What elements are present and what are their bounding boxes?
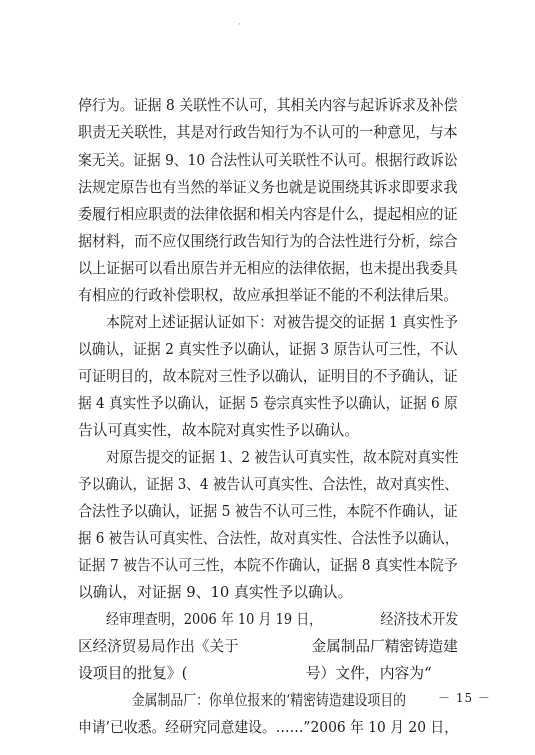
text-line: 据材料，而不应仅围绕行政告知行为的合法性进行分析，综合 (78, 233, 458, 250)
text-line: 有相应的行政补偿职权，故应承担举证不能的不利法律后果。 (78, 287, 458, 304)
text-line: 合法性予以确认，证据 5 被告不认可三性，本院不作确认，证 (78, 503, 458, 520)
top-mark: · (238, 20, 241, 30)
text-line: 以确认，对证据 9、10 真实性予以确认。 (78, 584, 353, 601)
text-line: 证据 7 被告不认可三性，本院不作确认，证据 8 真实性本院予 (78, 557, 458, 574)
text-line: 申请’已收悉。经研究同意建设。……”2006 年 10 月 20 日， (78, 719, 459, 736)
text-line: 案无关。证据 9、10 合法性认可关联性不认可。根据行政诉讼 (78, 152, 458, 169)
text-line: 据 4 真实性予以确认，证据 5 卷宗真实性予以确认，证据 6 原 (78, 395, 458, 412)
text-line: 对原告提交的证据 1、2 被告认可真实性，故本院对真实性 (106, 449, 459, 466)
text-line: 区经济贸易局作出《关于 金属制品厂精密铸造建 (78, 638, 458, 655)
text-line: 停行为。证据 8 关联性不认可，其相关内容与起诉诉求及补偿 (78, 97, 458, 114)
text-line: 经审理查明，2006 年 10 月 19 日， 经济技术开发 (106, 611, 459, 628)
text-line: 据 6 被告认可真实性、合法性，故对真实性、合法性予以确认， (78, 530, 459, 547)
text-line: 设项目的批复》( 号）文件，内容为“ (78, 665, 432, 682)
text-line: 以上证据可以看出原告并无相应的法律依据，也未提出我委具 (78, 260, 458, 277)
text-line: 法规定原告也有当然的举证义务也就是说围绕其诉求即要求我 (78, 179, 458, 196)
page-number: － 15 － (438, 691, 491, 705)
text-line: 可证明目的，故本院对三性予以确认，证明目的不予确认，证 (78, 368, 458, 385)
text-line: 职责无关联性，其是对行政告知行为不认可的一种意见，与本 (78, 124, 458, 141)
text-line: 委履行相应职责的法律依据和相关内容是什么，提起相应的证 (78, 206, 458, 223)
text-line: 本院对上述证据认证如下：对被告提交的证据 1 真实性予 (106, 314, 458, 331)
text-line: 告认可真实性，故本院对真实性予以确认。 (78, 422, 360, 439)
text-line: 金属制品厂：你单位报来的‘精密铸造建设项目的 (106, 692, 407, 709)
text-line: 予以确认，证据 3、4 被告认可真实性、合法性，故对真实性、 (78, 476, 458, 493)
text-line: 以确认，证据 2 真实性予以确认，证据 3 原告认可三性，不认 (78, 341, 458, 358)
